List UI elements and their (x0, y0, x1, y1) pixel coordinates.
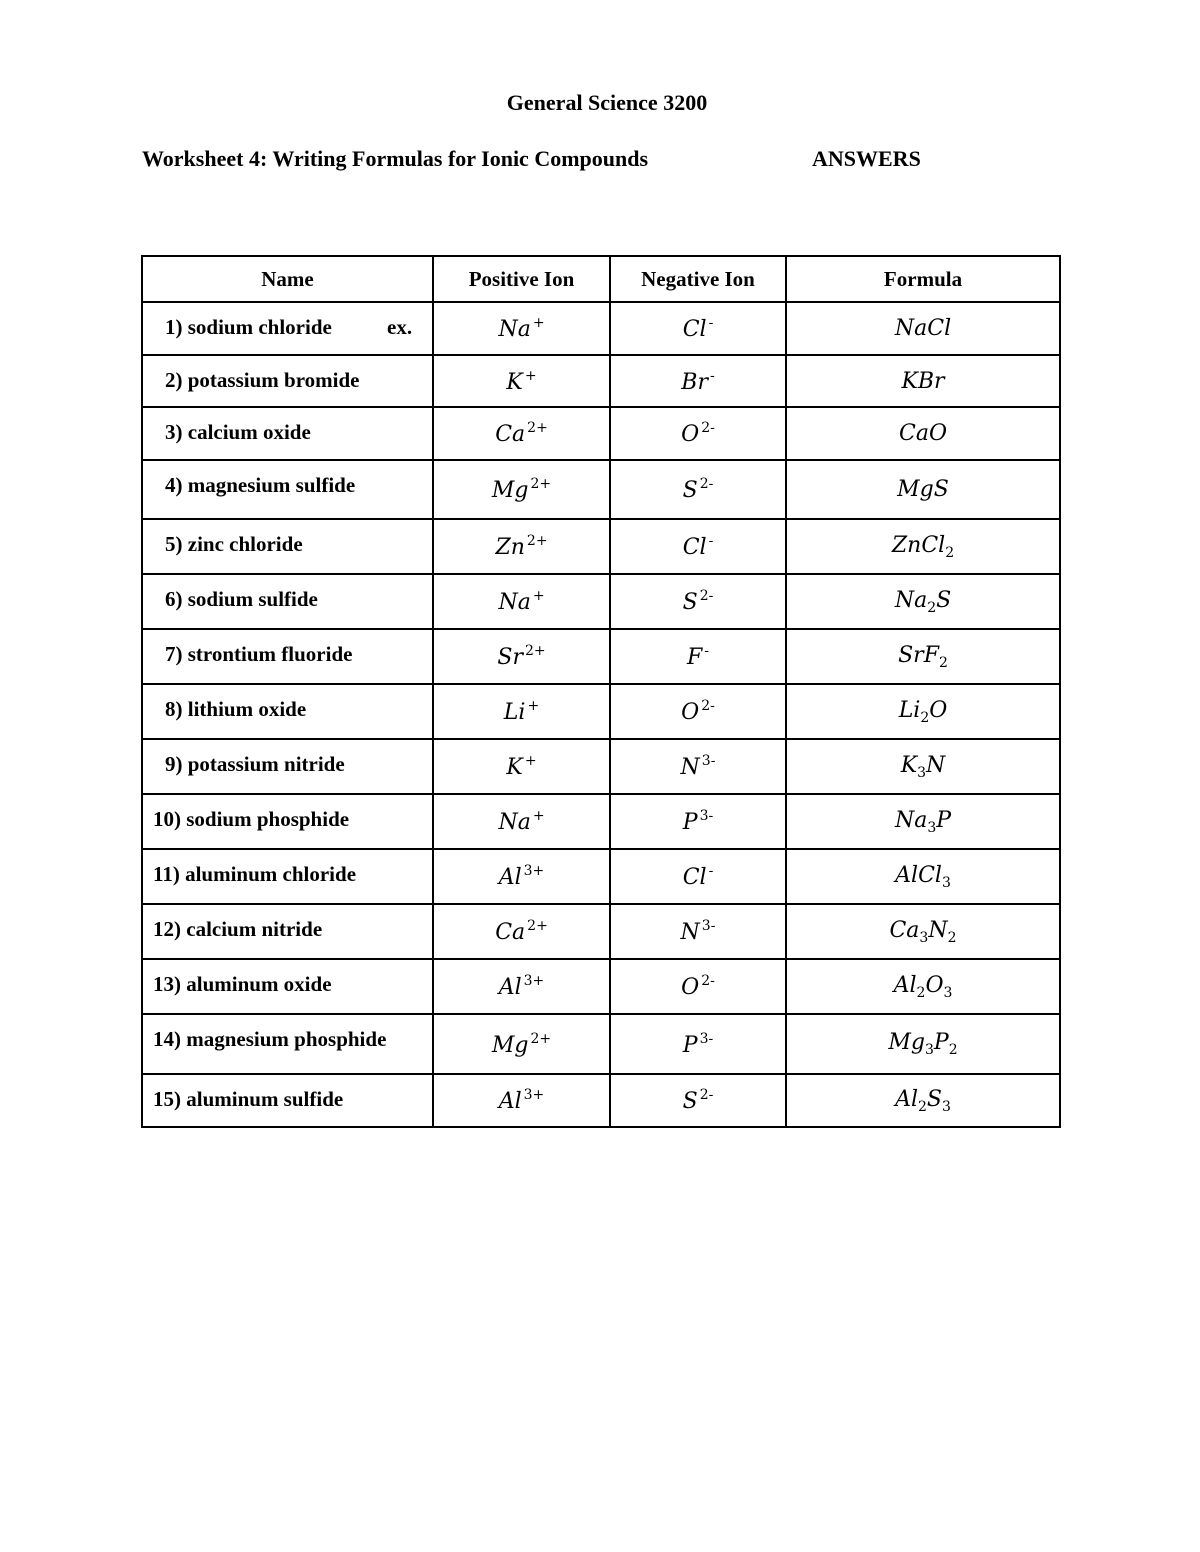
formula-symbol: Cl (927, 316, 952, 341)
positive-ion-cell (433, 629, 610, 684)
compound-name: 15) aluminum sulfide (153, 1087, 344, 1111)
ion-symbol: S (682, 478, 698, 503)
negative-ion-cell (610, 302, 786, 355)
ion-charge: 2+ (530, 1030, 552, 1047)
ion-symbol: S (682, 590, 698, 615)
ion-symbol: Ca (495, 920, 526, 945)
formula-subscript: 2 (945, 544, 955, 561)
ion-charge: - (709, 367, 715, 384)
negative-ion-cell (610, 794, 786, 849)
column-header-formula: Formula (786, 256, 1060, 302)
table-row (142, 1074, 1060, 1127)
table-body (142, 302, 1060, 1127)
formula-subscript: 2 (947, 929, 957, 946)
compound-name: 14) magnesium phosphide (153, 1027, 387, 1051)
negative-ion-cell (610, 574, 786, 629)
ion-charge: + (532, 588, 545, 604)
ion-charge: + (524, 753, 537, 769)
table-row (142, 574, 1060, 629)
ion-symbol: Sr (497, 645, 523, 670)
negative-ion-cell (610, 684, 786, 739)
formula-symbol: MgS (897, 477, 949, 502)
compound-name-cell (142, 849, 433, 904)
formula-symbol: K (900, 752, 918, 778)
ion-charge: + (532, 808, 545, 824)
ion-symbol: Mg (491, 478, 529, 503)
formula-symbol: Mg (888, 1030, 925, 1055)
negative-ion-cell (610, 1074, 786, 1127)
negative-ion-cell (610, 460, 786, 519)
compound-name: 5) zinc chloride (165, 532, 303, 556)
ion-symbol: Na (498, 317, 531, 342)
formula-subscript: 3 (941, 874, 951, 891)
formula-subscript: 2 (918, 1098, 927, 1115)
negative-ion-cell (610, 959, 786, 1014)
ion-charge: 2- (699, 1087, 714, 1103)
ion-charge: 3- (701, 753, 716, 769)
compound-name-cell (142, 355, 433, 407)
formula-cell (786, 849, 1060, 904)
compound-name: 2) potassium bromide (165, 368, 360, 392)
worksheet-subtitle: Worksheet 4: Writing Formulas for Ionic Compounds (142, 146, 649, 171)
negative-ion-cell (610, 355, 786, 407)
positive-ion-cell (433, 1074, 610, 1127)
ion-charge: 3+ (523, 863, 545, 879)
table-row (142, 739, 1060, 794)
ion-charge: 2+ (524, 643, 546, 659)
ion-charge: 2- (701, 420, 715, 436)
formula-symbol: S (926, 1086, 942, 1112)
positive-ion-cell (433, 1014, 610, 1074)
positive-ion-cell (433, 460, 610, 519)
formula-cell (786, 904, 1060, 959)
table-row (142, 684, 1060, 739)
formula-cell (786, 302, 1060, 355)
ion-charge: + (524, 367, 537, 384)
compound-name: 12) calcium nitride (153, 917, 323, 941)
formula-cell (786, 739, 1060, 794)
formula-symbol: O (929, 697, 948, 723)
formula-subscript: 2 (948, 1042, 958, 1058)
formula-symbol: S (936, 587, 952, 613)
answers-label: ANSWERS (812, 146, 921, 171)
table-row (142, 959, 1060, 1014)
ion-charge: - (708, 533, 714, 549)
column-header-negative-ion: Negative Ion (610, 256, 786, 302)
positive-ion-cell (433, 794, 610, 849)
positive-ion-cell (433, 302, 610, 355)
ion-charge: 3- (699, 808, 714, 824)
formula-symbol: O (925, 972, 944, 998)
formula-cell (786, 794, 1060, 849)
formula-subscript: 2 (920, 709, 930, 726)
ion-symbol: K (506, 369, 523, 395)
ion-charge: 3- (701, 918, 716, 934)
negative-ion-cell (610, 629, 786, 684)
compound-name-cell (142, 1074, 433, 1127)
formula-symbol: Na (894, 587, 928, 613)
positive-ion-cell (433, 574, 610, 629)
formula-symbol: CaO (899, 421, 947, 446)
negative-ion-cell (610, 1014, 786, 1074)
compound-name: 9) potassium nitride (165, 752, 345, 776)
formula-symbol: AlCl (895, 862, 942, 888)
ion-symbol: Al (498, 975, 522, 1000)
negative-ion-cell (610, 904, 786, 959)
positive-ion-cell (433, 355, 610, 407)
formula-subscript: 3 (927, 819, 937, 836)
compound-name: 7) strontium fluoride (165, 642, 353, 666)
ion-charge: 2- (701, 973, 715, 989)
formula-cell (786, 684, 1060, 739)
ion-charge: + (527, 698, 540, 714)
formula-symbol: Al (893, 972, 917, 998)
positive-ion-cell (433, 739, 610, 794)
compound-name: 11) aluminum chloride (153, 862, 357, 886)
positive-ion-cell (433, 684, 610, 739)
ion-symbol: N (680, 920, 700, 945)
formula-subscript: 2 (927, 599, 937, 616)
ion-symbol: Mg (491, 1032, 529, 1058)
formula-cell (786, 959, 1060, 1014)
positive-ion-cell (433, 849, 610, 904)
formula-symbol: KBr (901, 368, 945, 394)
negative-ion-cell (610, 519, 786, 574)
positive-ion-cell (433, 959, 610, 1014)
table-row (142, 794, 1060, 849)
ion-symbol: O (681, 975, 700, 1000)
ion-charge: - (708, 315, 714, 331)
compound-name-cell (142, 1014, 433, 1074)
formula-cell (786, 629, 1060, 684)
compound-name: 4) magnesium sulfide (165, 473, 356, 497)
formula-symbol: Ca (889, 917, 920, 943)
ion-charge: 2+ (527, 918, 548, 934)
compound-name-cell (142, 904, 433, 959)
formula-cell (786, 460, 1060, 519)
ion-symbol: N (680, 755, 700, 780)
table-row (142, 519, 1060, 574)
ion-symbol: Na (498, 810, 531, 835)
ion-charge: + (532, 315, 545, 331)
ion-charge: 2- (701, 698, 715, 714)
table-row (142, 904, 1060, 959)
ion-symbol: Na (498, 590, 531, 615)
formula-subscript: 3 (919, 929, 929, 946)
example-marker: ex. (387, 315, 413, 339)
ion-charge: - (704, 643, 709, 659)
ion-charge: 3+ (523, 1087, 545, 1103)
table-row (142, 629, 1060, 684)
ion-charge: 3+ (523, 973, 545, 989)
formula-symbol: ZnCl (891, 532, 946, 558)
compound-name-cell (142, 460, 433, 519)
formula-symbol: Na (894, 316, 928, 341)
ion-charge: 2- (699, 476, 714, 492)
formula-symbol: N (926, 752, 946, 778)
formula-cell (786, 1074, 1060, 1127)
formula-subscript: 2 (916, 984, 926, 1001)
ion-symbol: Br (681, 369, 708, 395)
formula-symbol: P (936, 807, 952, 833)
compound-name-cell (142, 574, 433, 629)
negative-ion-cell (610, 849, 786, 904)
compound-name: 13) aluminum oxide (153, 972, 332, 996)
formula-cell (786, 355, 1060, 407)
compound-name-cell (142, 959, 433, 1014)
ion-charge: 2+ (530, 476, 552, 492)
ion-symbol: F (687, 645, 703, 670)
ion-symbol: Ca (495, 422, 526, 447)
ion-symbol: S (682, 1089, 698, 1114)
ion-charge: - (708, 863, 714, 879)
table-row (142, 460, 1060, 519)
formula-cell (786, 1014, 1060, 1074)
compound-name: 3) calcium oxide (165, 420, 311, 444)
ionic-compounds-table (141, 255, 1061, 1128)
formula-symbol: N (928, 917, 948, 943)
compound-name-cell (142, 629, 433, 684)
negative-ion-cell (610, 407, 786, 460)
formula-cell (786, 519, 1060, 574)
ion-symbol: Al (498, 1089, 522, 1114)
formula-symbol: P (933, 1030, 949, 1055)
formula-subscript: 3 (942, 1098, 951, 1115)
ion-symbol: Zn (495, 535, 525, 560)
worksheet-title: General Science 3200 (506, 90, 708, 115)
formula-cell (786, 574, 1060, 629)
positive-ion-cell (433, 904, 610, 959)
compound-name: 1) sodium chloride (165, 315, 332, 339)
table-row (142, 302, 1060, 355)
ion-symbol: Li (503, 700, 526, 725)
formula-symbol: Al (895, 1086, 918, 1112)
compound-name-cell (142, 302, 433, 355)
positive-ion-cell (433, 407, 610, 460)
ion-charge: 2- (699, 588, 714, 604)
column-header-name: Name (142, 256, 433, 302)
ion-symbol: P (682, 1032, 698, 1058)
compound-name-cell (142, 739, 433, 794)
compound-name: 6) sodium sulfide (165, 587, 318, 611)
ion-symbol: Cl (682, 317, 707, 342)
compound-name: 8) lithium oxide (165, 697, 307, 721)
formula-cell (786, 407, 1060, 460)
column-header-positive-ion: Positive Ion (433, 256, 610, 302)
table-row (142, 1014, 1060, 1074)
table-row (142, 407, 1060, 460)
ion-symbol: Al (498, 865, 522, 890)
compound-name-cell (142, 794, 433, 849)
table-header-row (142, 256, 1060, 302)
ion-symbol: O (681, 422, 700, 447)
ion-charge: 3- (699, 1030, 714, 1047)
ion-charge: 2+ (526, 533, 548, 549)
ion-symbol: O (681, 700, 700, 725)
formula-subscript: 3 (943, 984, 953, 1001)
compound-name-cell (142, 407, 433, 460)
ion-symbol: P (682, 810, 698, 835)
formula-symbol: SrF (898, 642, 939, 668)
formula-symbol: Na (894, 807, 928, 833)
table-row (142, 355, 1060, 407)
ion-charge: 2+ (527, 420, 548, 436)
compound-name: 10) sodium phosphide (153, 807, 350, 831)
formula-symbol: Li (898, 697, 921, 723)
negative-ion-cell (610, 739, 786, 794)
formula-subscript: 3 (924, 1042, 934, 1058)
positive-ion-cell (433, 519, 610, 574)
ion-symbol: K (506, 755, 523, 780)
ion-symbol: Cl (682, 535, 707, 560)
formula-subscript: 2 (938, 654, 948, 671)
compound-name-cell (142, 684, 433, 739)
compound-name-cell (142, 519, 433, 574)
formula-subscript: 3 (917, 764, 927, 781)
ion-symbol: Cl (682, 865, 707, 890)
table-row (142, 849, 1060, 904)
